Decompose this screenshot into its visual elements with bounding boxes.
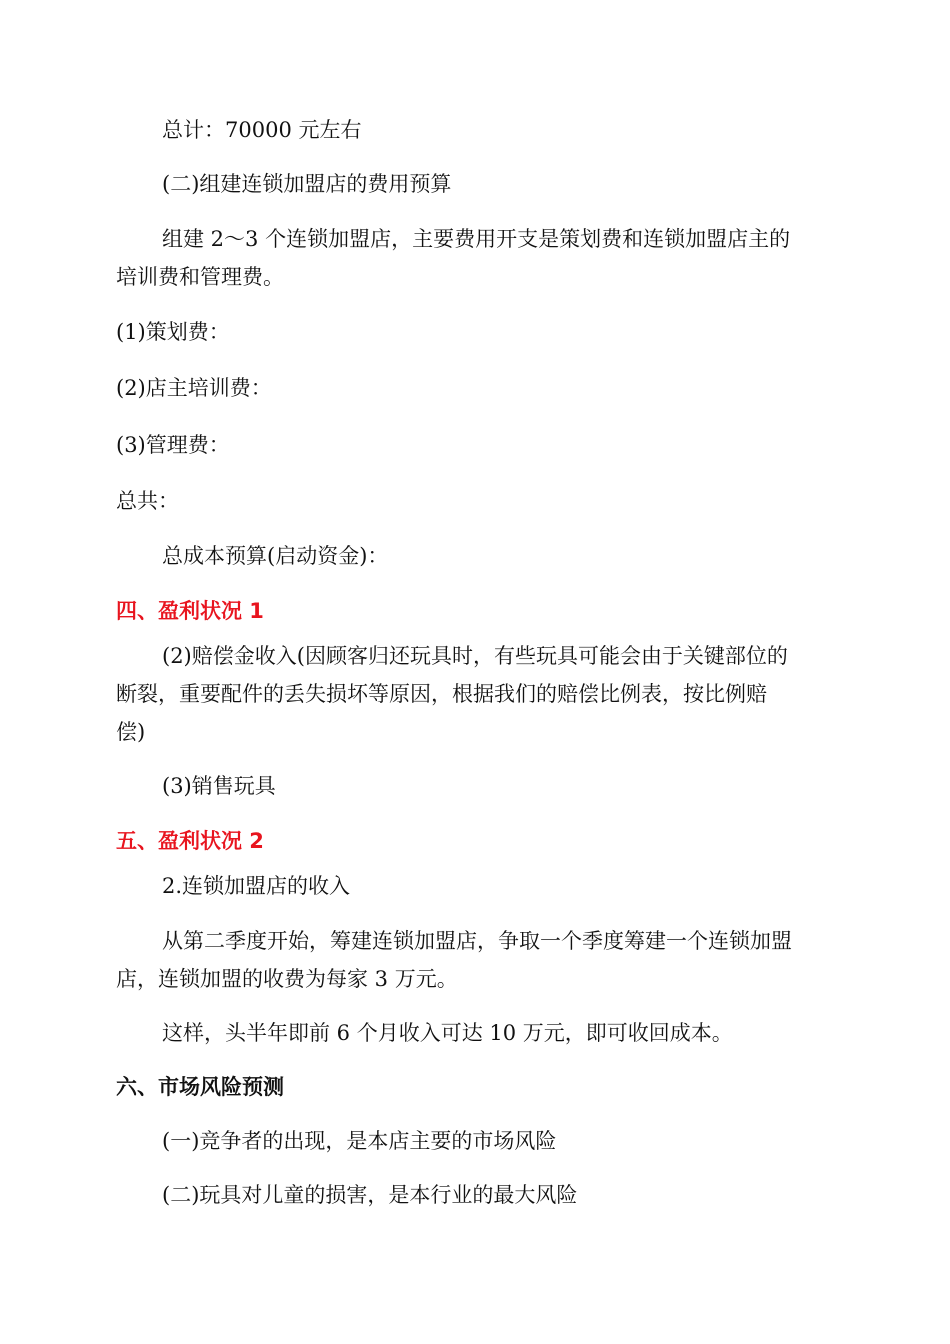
item-3-management-fee: (3)管理费：: [116, 433, 230, 457]
heading-market-risk: 六、市场风险预测: [116, 1075, 284, 1099]
para-season-line-1: 从第二季度开始，筹建连锁加盟店，争取一个季度筹建一个连锁加盟: [162, 929, 792, 953]
para-half-year: 这样，头半年即前 6 个月收入可达 10 万元，即可收回成本。: [162, 1021, 733, 1045]
para-compensation-line-1: (2)赔偿金收入(因顾客归还玩具时，有些玩具可能会由于关键部位的: [162, 644, 788, 668]
para-franchise-line-1: 组建 2～3 个连锁加盟店，主要费用开支是策划费和连锁加盟店主的: [162, 227, 791, 251]
item-1-planning-fee: (1)策划费：: [116, 320, 230, 344]
risk-2-child-harm: (二)玩具对儿童的损害，是本行业的最大风险: [162, 1183, 578, 1207]
para-compensation-line-2: 断裂，重要配件的丢失损坏等原因，根据我们的赔偿比例表，按比例赔: [116, 682, 767, 706]
total-all: 总共：: [116, 489, 179, 513]
total-cost-budget: 总成本预算(启动资金)：: [162, 544, 389, 568]
para-compensation-line-3: 偿): [116, 720, 146, 744]
para-franchise-line-2: 培训费和管理费。: [116, 265, 284, 289]
item-2-training-fee: (2)店主培训费：: [116, 376, 272, 400]
para-season-line-2: 店，连锁加盟的收费为每家 3 万元。: [116, 967, 458, 991]
sales-toys: (3)销售玩具: [162, 774, 276, 798]
section-2-title: (二)组建连锁加盟店的费用预算: [162, 172, 452, 196]
franchise-income: 2.连锁加盟店的收入: [162, 874, 351, 898]
heading-profit-1: 四、盈利状况 1: [116, 599, 264, 623]
total-70000: 总计：70000 元左右: [162, 118, 362, 142]
risk-1-competitors: (一)竞争者的出现，是本店主要的市场风险: [162, 1129, 557, 1153]
heading-profit-2: 五、盈利状况 2: [116, 829, 264, 853]
